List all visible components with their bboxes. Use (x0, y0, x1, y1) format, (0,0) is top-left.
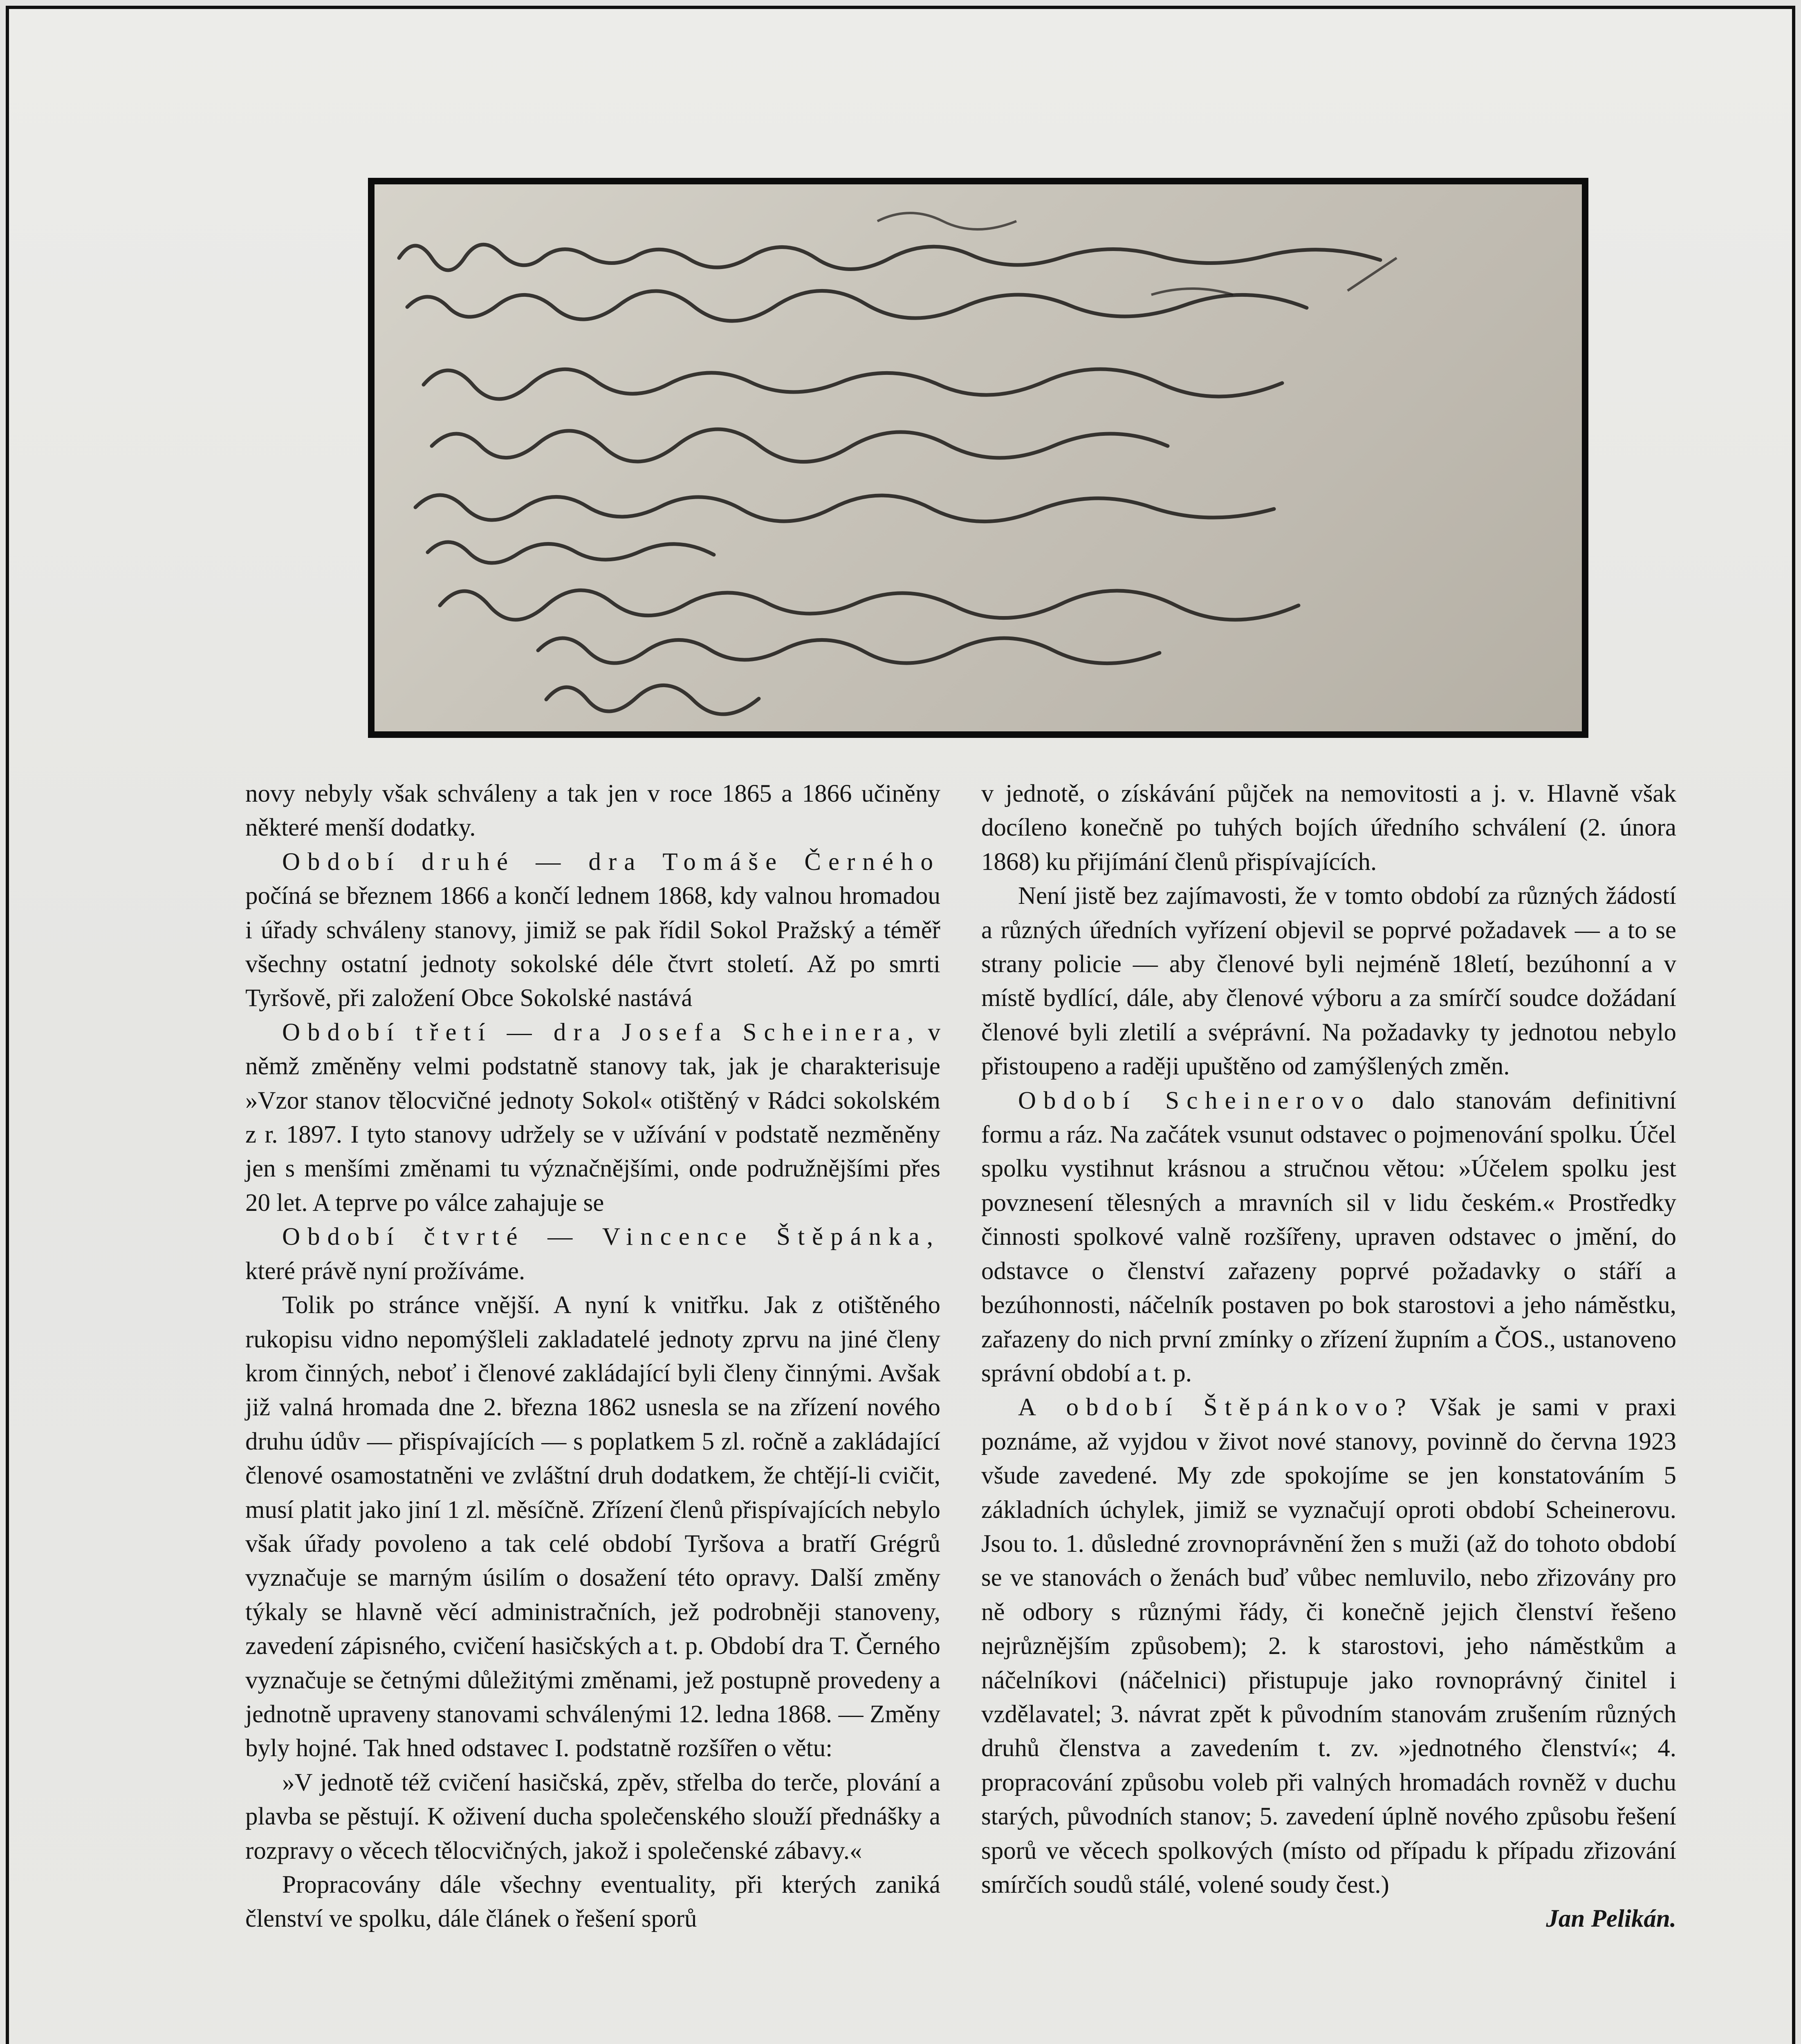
paragraph: novy nebyly však schváleny a tak jen v roce 1865 a 1866 učiněny některé menší dodatky. (245, 780, 940, 842)
paragraph-text: počíná se březnem 1866 a končí lednem 1868, kdy valnou hromadou i úřady schváleny stanovy, jimiž se pak řídil Sokol Pražský a téměř všechny ostatní jednoty sokolské déle čtvrt století. Až po smrti Tyršově, při založení Obce Sokolské nastává (245, 882, 940, 1012)
handwriting-scribbles (375, 184, 1582, 731)
paragraph-text: Však je sami v praxi poznáme, až vyjdou v život nové stanovy, povinně do června 1923 všude zavedené. My zde spokojíme se jen konstatováním 5 základních úchylek, jimiž se vyznačují oproti období Scheinerovu. Jsou to. 1. důsledné zrovnoprávnění žen s muži (až do tohoto období se ve stanovách o ženách buď vůbec nemluvilo, nebo zřizovány pro ně odbory s různými řády, či konečně jejich členství řešeno nejrůznějším způsobem); 2. k starostovi, jeho náměstkům a náčelníkovi (náčelnici) přistupuje jako rovnoprávný činitel i vzdělavatel; 3. návrat zpět k původním stanovám zrušením různých druhů členstva a zavedením t. zv. »jednotného členství«; 4. propracování způsobu voleb při valných hromadách rovněž v duchu starých, původních stanov; 5. zavedení úplně nového způsobu řešení sporů ve věcech spolkových (místo od případu k případu zřizování smírčích soudů stálé, volené soudy čest.) (981, 1394, 1676, 1898)
paragraph (981, 1084, 1676, 1391)
paragraph: Tolik po stránce vnější. A nyní k vnitřku. Jak z otištěného rukopisu vidno nepomýšleli zakladatelé jednoty zprvu na jiné členy krom činných, neboť i členové zakládající byli členy činnými. Avšak již valná hromada dne 2. března 1862 usnesla se na zřízení nového druhu údův — přispívajících — s poplatkem 5 zl. ročně a zakládající členové osamostatněni ve zvláštní druh dodatkem, že chtějí-li cvičit, musí platit jako jiní 1 zl. měsíčně. Zřízení členů přispívajících nebylo však úřady povoleno a tak celé období Tyršova a bratří Grégrů vyznačuje se marným úsilím o dosažení této opravy. Další změny týkaly se hlavně věcí administračních, jež podrobněji stanoveny, zavedení zápisného, cvičení hasičských a t. p. Období dra T. Černého vyznačuje se četnými důležitými změnami, jež postupně provedeny a jednotně upraveny stanovami schválenými 12. ledna 1868. — Změny byly hojné. Tak hned odstavec I. podstatně rozšířen o větu: (245, 1291, 940, 1762)
paragraph (245, 1015, 940, 1220)
paragraph-text: které právě nyní prožíváme. (245, 1257, 525, 1285)
paragraph-text: dalo stanovám definitivní formu a ráz. Na začátek vsunut odstavec o pojmenování spolku. Účel spolku vystihnut krásnou a stručnou větou: »Účelem spolku jest povznesení tělesných a mravních sil v lidu českém.« Prostředky činnosti spolkové valně rozšířeny, upraven odstavec o jmění, do odstavce o členství zařazeny poprvé požadavky o stáří a bezúhonnosti, náčelník postaven po bok starostovi a jeho náměstku, zařazeny do nich první zmínky o zřízení župním a ČOS., ustanoveno správní období a t. p. (981, 1087, 1676, 1387)
period-heading: A období Štěpánkovo? (1018, 1394, 1413, 1421)
quote-paragraph: »V jednotě též cvičení hasičská, zpěv, střelba do terče, plování a plavba se pěstují. K oživení ducha společenského slouží přednášky a rozpravy o věcech tělocvičných, jakož i společenské zábavy.« (245, 1768, 940, 1865)
author-signature: Jan Pelikán. (1546, 1905, 1676, 1933)
paragraph (245, 1220, 940, 1288)
paragraph-text: v němž změněny velmi podstatně stanovy tak, jak je charakterisuje »Vzor stanov tělocvičné jednoty Sokol« otištěný v Rádci sokolském z r. 1897. I tyto stanovy udržely se v užívání v podstatě nezměněny jen s menšími změnami tu význačnějšími, onde podružnějšími přes 20 let. A teprve po válce zahajuje se (245, 1018, 941, 1217)
period-heading: Období třetí — dra Josefa Scheinera, (282, 1018, 921, 1046)
article-left-column (245, 777, 940, 1936)
paragraph (245, 845, 940, 1015)
paragraph (981, 1390, 1676, 1902)
paragraph: Není jistě bez zajímavosti, že v tomto období za různých žádostí a různých úředních vyřízení objevil se poprvé požadavek — a to se strany policie — aby členové byli nejméně 18letí, bezúhonní a v místě bydlící, dále, aby členové výboru a za smírčí soudce dožádaní členové byli zletilí a svéprávní. Na požadavky ty jednotou nebylo přistoupeno a raději upuštěno od zamýšlených změn. (981, 882, 1676, 1080)
article-right-column (981, 777, 1676, 1936)
manuscript-photo (368, 178, 1588, 738)
period-heading: Období čtvrté — Vincence Štěpánka, (282, 1223, 940, 1251)
period-heading: Období Scheinerovo (1018, 1087, 1371, 1114)
period-heading: Období druhé — dra Tomáše Černého (282, 848, 940, 876)
paragraph: Propracovány dále všechny eventuality, při kterých zaniká členství ve spolku, dále článek o řešení sporů (245, 1871, 940, 1933)
paragraph: v jednotě, o získávání půjček na nemovitosti a j. v. Hlavně však docíleno konečně po tuhých bojích úředního schválení (2. února 1868) ku přijímání členů přispívajících. (981, 780, 1676, 876)
